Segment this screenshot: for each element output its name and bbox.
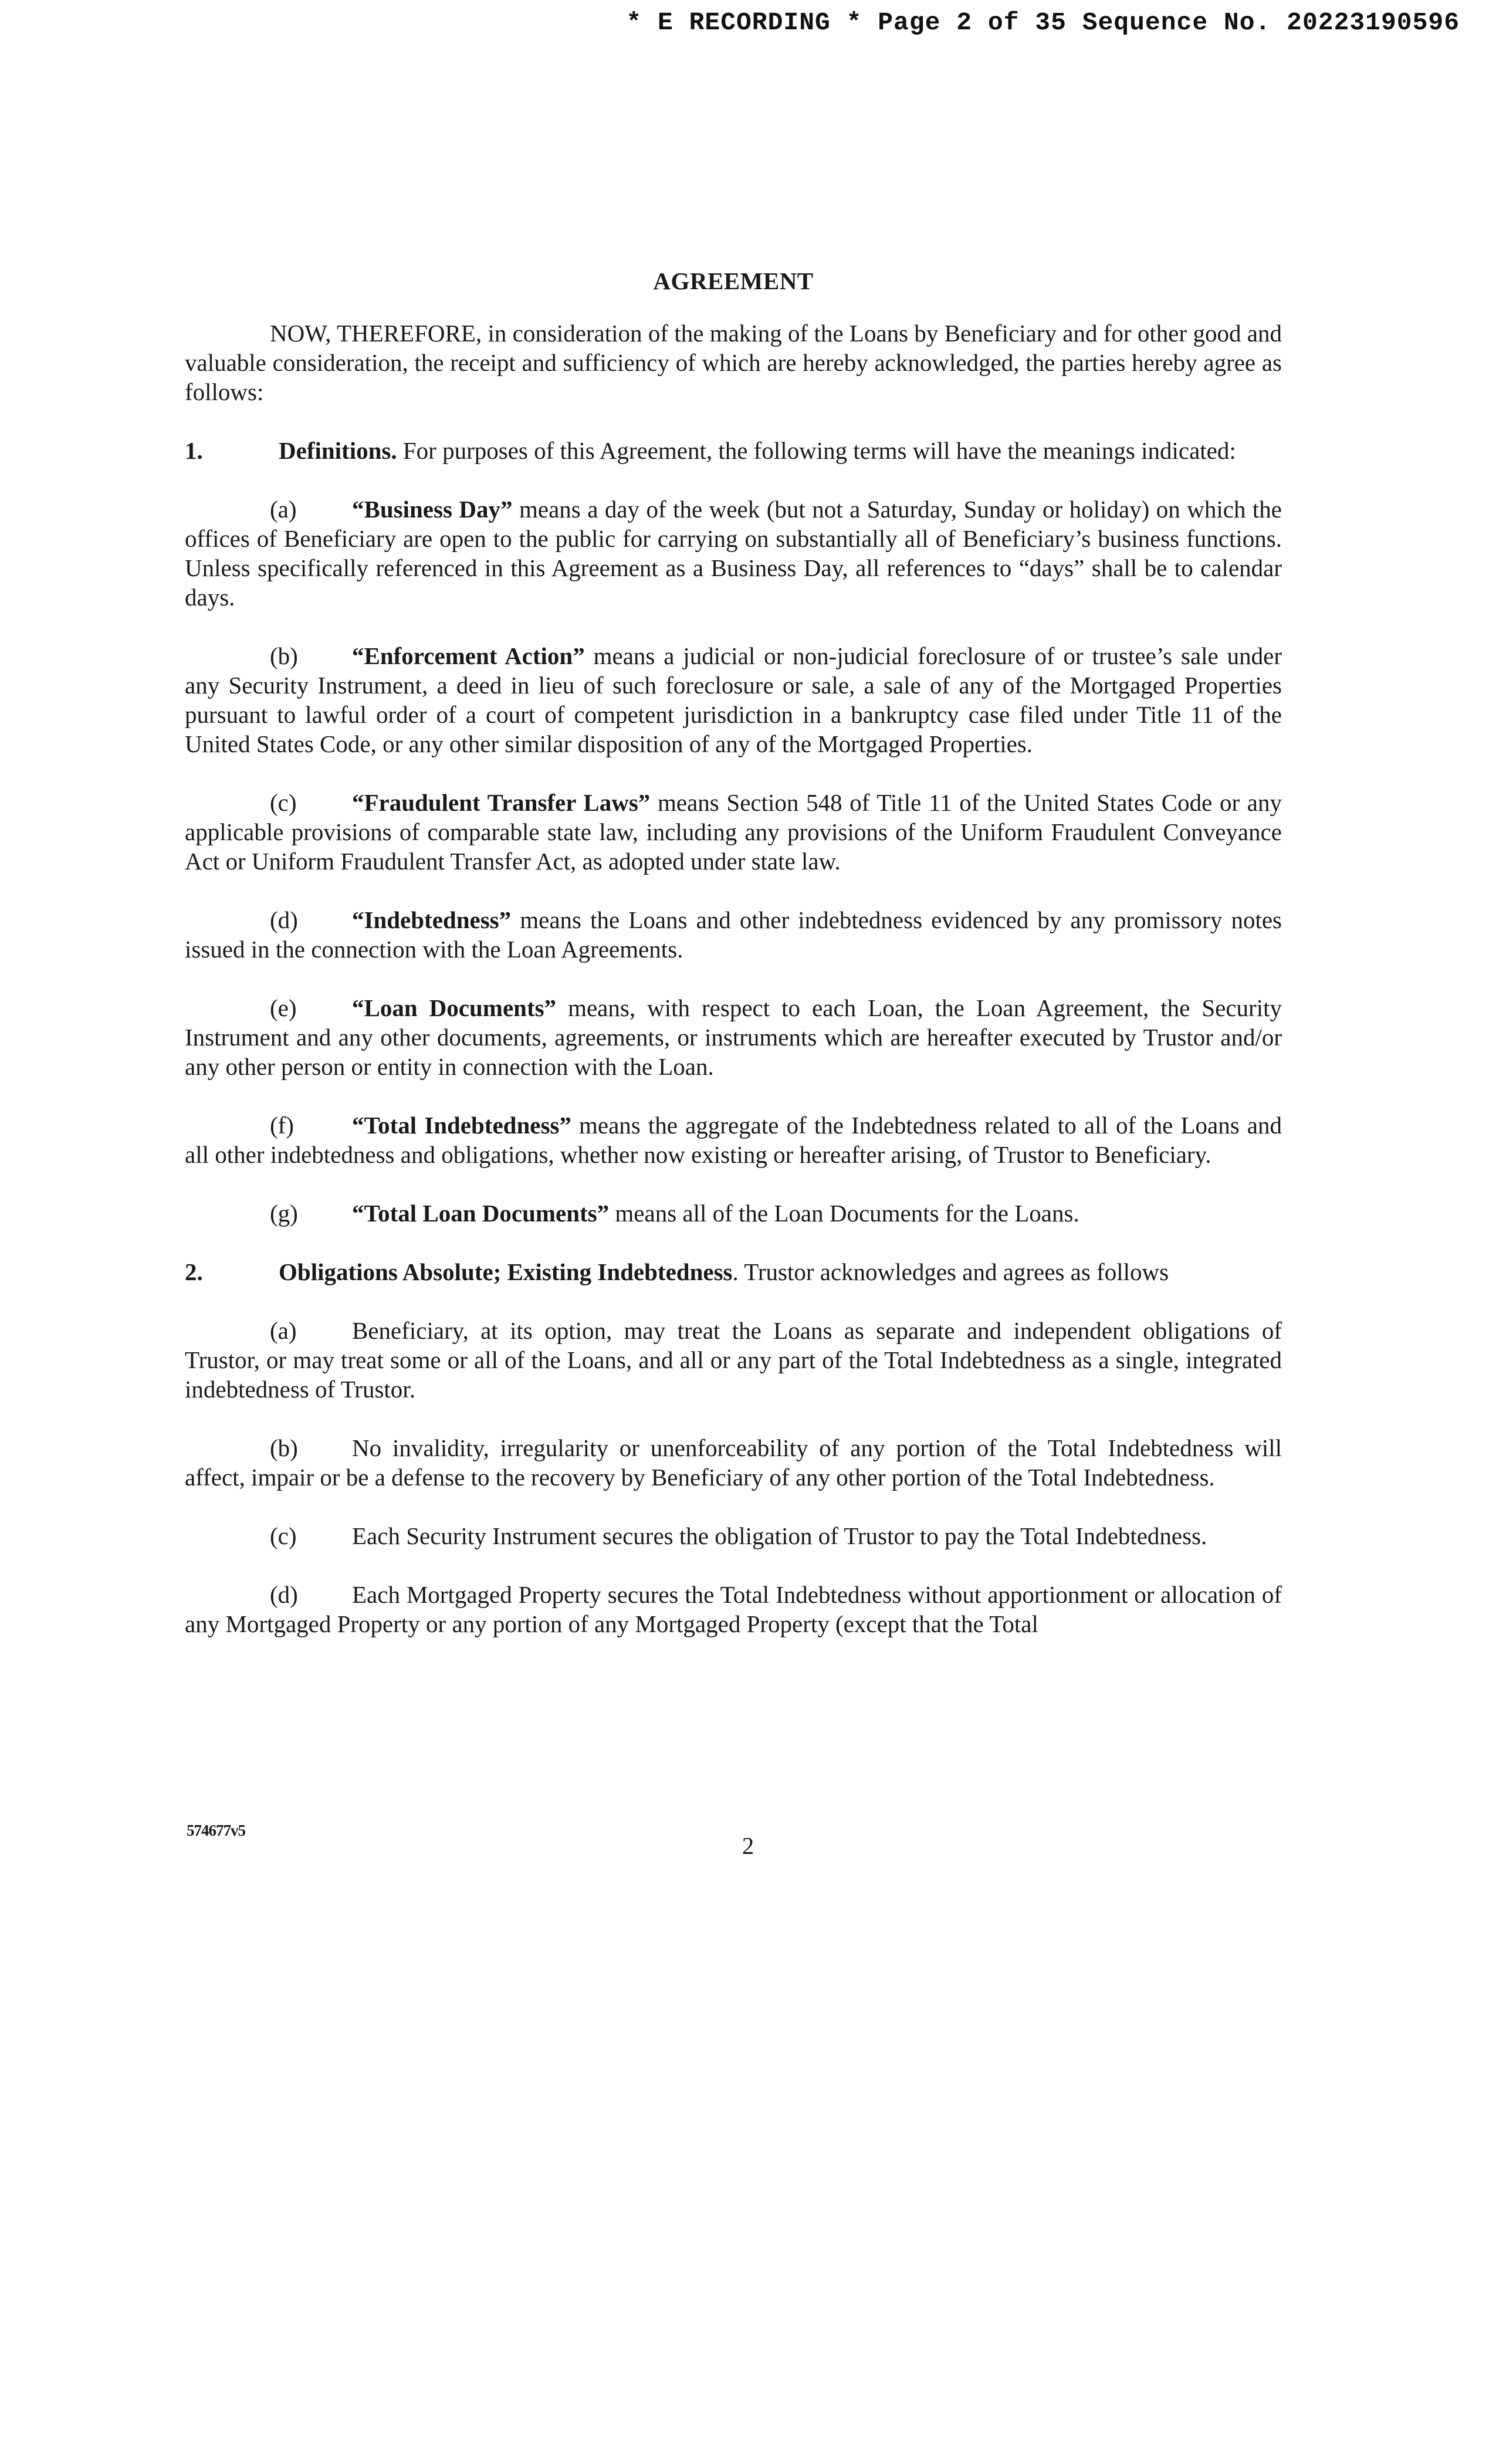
obligation-item xyxy=(185,1580,1282,1639)
definition-text: means Section 548 of Title 11 of the United States Code or any applicable provisions of comparable state law, including any provisions of the Uniform Fraudulent Conveyance Act or Uniform Fraudulent Transfer Act, as adopted under state law. xyxy=(185,789,1282,875)
item-label: (c) xyxy=(270,1522,297,1549)
document-code: 574677v5 xyxy=(187,1822,245,1839)
obligation-text: Beneficiary, at its option, may treat the Loans as separate and independent obligations of Trustor, or may treat some or all of the Loans, and all or any part of the Total Indebtedness as a single, integrated indebtedness of Trustor. xyxy=(185,1317,1282,1403)
obligation-text: Each Mortgaged Property secures the Total Indebtedness without apportionment or allocation of any Mortgaged Property or any portion of any Mortgaged Property (except that the Total xyxy=(185,1581,1282,1637)
item-label: (e) xyxy=(270,994,297,1021)
definition-item xyxy=(185,1111,1282,1169)
obligation-text: No invalidity, irregularity or unenforceability of any portion of the Total Indebtedness will affect, impair or be a defense to the recovery by Beneficiary of any other portion of the Total Indebtedness. xyxy=(185,1434,1282,1491)
recording-stamp: * E RECORDING * Page 2 of 35 Sequence No. 20223190596 xyxy=(626,8,1460,37)
definition-item xyxy=(185,905,1282,964)
item-label: (a) xyxy=(270,496,297,523)
definition-text: means all of the Loan Documents for the Loans. xyxy=(609,1200,1079,1227)
definition-text: means the Loans and other indebtedness evidenced by any promissory notes issued in the connection with the Loan Agreements. xyxy=(185,906,1282,963)
defined-term: “Fraudulent Transfer Laws” xyxy=(352,789,651,816)
item-label: (d) xyxy=(270,1581,298,1608)
defined-term: “Enforcement Action” xyxy=(352,642,585,669)
section-text: For purposes of this Agreement, the following terms will have the meanings indicated: xyxy=(402,437,1236,464)
item-label: (c) xyxy=(270,789,297,816)
defined-term: “Loan Documents” xyxy=(352,994,557,1021)
definition-text: means a judicial or non-judicial foreclosure of or trustee’s sale under any Security Instrument, a deed in lieu of such foreclosure or sale, a sale of any of the Mortgaged Properties pursuant to lawful order of a court of competent jurisdiction in a bankruptcy case filed under Title 11 of the United States Code, or any other similar disposition of any of the Mortgaged Properties. xyxy=(185,642,1282,757)
definition-item xyxy=(185,788,1282,876)
definition-item xyxy=(185,1199,1282,1228)
defined-term: “Indebtedness” xyxy=(352,906,512,933)
obligation-item xyxy=(185,1521,1282,1551)
section-heading: Definitions. xyxy=(279,437,397,464)
section-text: . Trustor acknowledges and agrees as follows xyxy=(732,1258,1169,1285)
item-label: (g) xyxy=(270,1200,298,1227)
item-label: (d) xyxy=(270,906,298,933)
intro-paragraph: NOW, THEREFORE, in consideration of the making of the Loans by Beneficiary and for other good and valuable consideration, the receipt and sufficiency of which are hereby acknowledged, the parties hereby agree as follows: xyxy=(185,320,1282,405)
section-2-paragraph xyxy=(185,1257,1282,1287)
item-label: (b) xyxy=(270,642,298,669)
section-number: 2. xyxy=(185,1258,203,1285)
section-heading: Obligations Absolute; Existing Indebtedness xyxy=(279,1258,733,1285)
definition-item xyxy=(185,641,1282,759)
obligation-item xyxy=(185,1433,1282,1492)
definition-item xyxy=(185,495,1282,612)
defined-term: “Business Day” xyxy=(352,496,513,523)
section-number: 1. xyxy=(185,437,203,464)
definition-text: means, with respect to each Loan, the Loan Agreement, the Security Instrument and any other documents, agreements, or instruments which are hereafter executed by Trustor and/or any other person or entity in connection with the Loan. xyxy=(185,994,1282,1080)
page-number: 2 xyxy=(742,1832,754,1859)
defined-term: “Total Loan Documents” xyxy=(352,1200,610,1227)
definition-text: means a day of the week (but not a Saturday, Sunday or holiday) on which the offices of Beneficiary are open to the public for carrying on substantially all of Beneficiary’s business functions. Unless specifically referenced in this Agreement as a Business Day, all references to “days” shall be to calendar days. xyxy=(185,496,1282,611)
item-label: (f) xyxy=(270,1112,294,1139)
obligation-text: Each Security Instrument secures the obligation of Trustor to pay the Total Indebtedness. xyxy=(352,1522,1207,1549)
section-1-paragraph xyxy=(185,436,1282,465)
definition-text: means the aggregate of the Indebtedness related to all of the Loans and all other indebtedness and obligations, whether now existing or hereafter arising, of Trustor to Beneficiary. xyxy=(185,1112,1282,1168)
item-label: (a) xyxy=(270,1317,297,1344)
definition-item xyxy=(185,993,1282,1081)
obligation-item xyxy=(185,1316,1282,1404)
page-title: AGREEMENT xyxy=(653,268,814,295)
defined-term: “Total Indebtedness” xyxy=(352,1112,571,1139)
item-label: (b) xyxy=(270,1434,298,1461)
document-page xyxy=(185,267,1282,1668)
